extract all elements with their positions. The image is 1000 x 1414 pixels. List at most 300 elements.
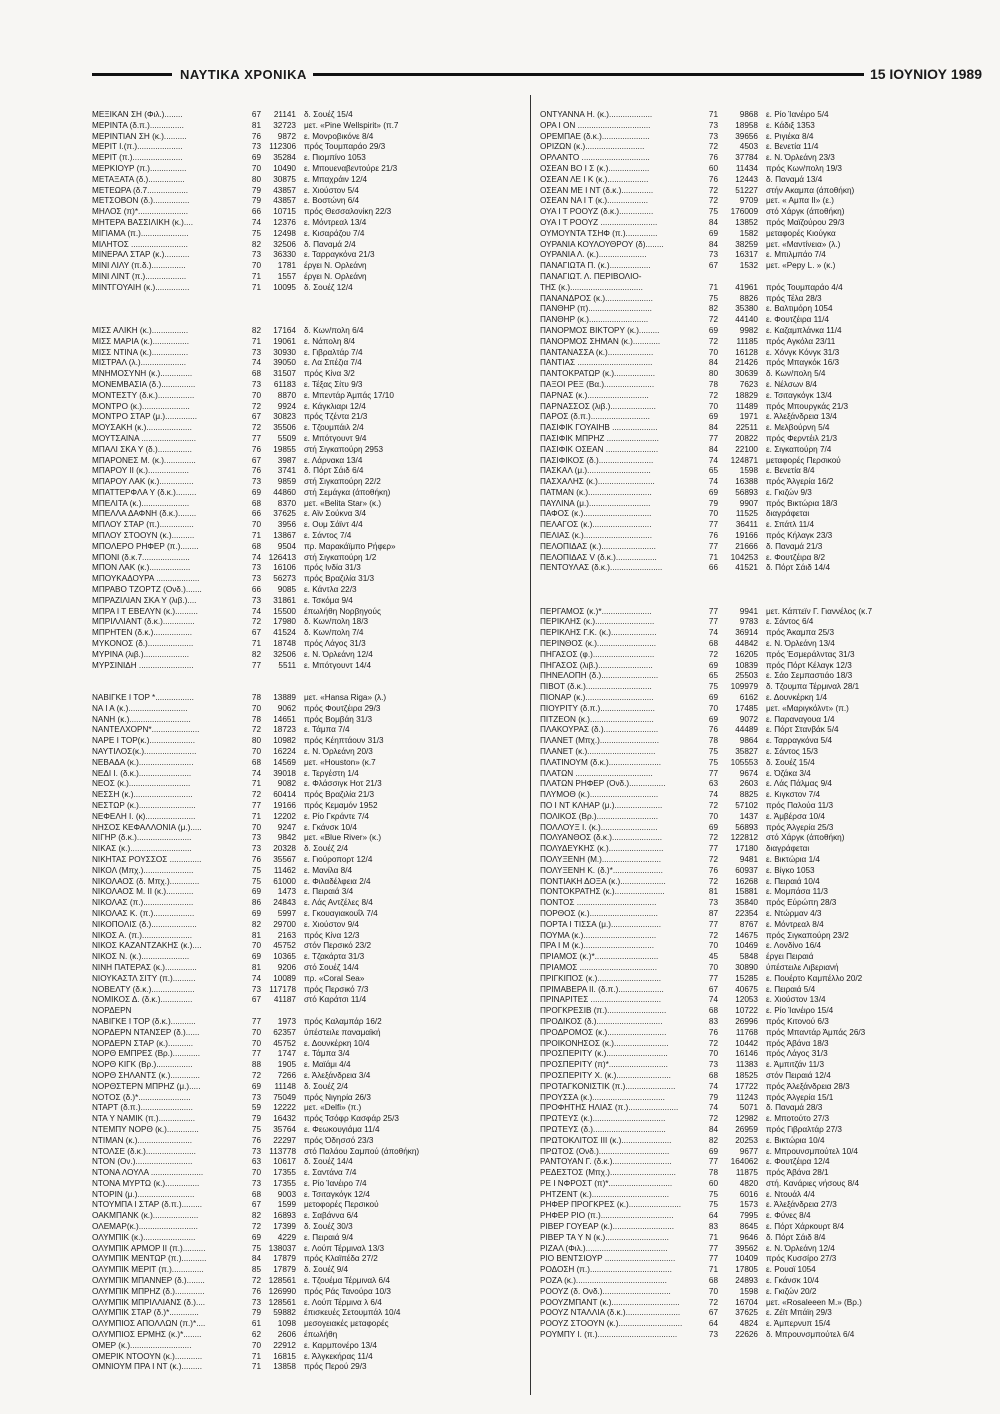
ship-row xyxy=(540,1222,985,1233)
ship-position: ε. Πόρτ Στανβάκ 5/4 xyxy=(766,725,839,735)
build-year: 80 xyxy=(251,736,261,746)
ship-row xyxy=(92,110,517,121)
ship-name: ΟΜΕΡ (κ.)........................... xyxy=(92,1340,192,1350)
build-year: 70 xyxy=(708,941,718,951)
ship-position: δ. Πόρτ Σάιδ 6/4 xyxy=(304,466,364,476)
ship-name: ΝΤΟΥΜΠΑ Ι ΣΤΑΡ (δ.π.)......... xyxy=(92,1200,203,1210)
ship-name: ΠΟΛΙΚΟΣ (Βρ.)........................... xyxy=(540,811,659,821)
tonnage: 16317 xyxy=(735,250,758,260)
tonnage: 10982 xyxy=(273,736,296,746)
ship-position: ε. Βαλτιμόρη 1054 xyxy=(766,304,833,314)
ship-row xyxy=(92,412,517,423)
ship-row xyxy=(92,1211,517,1222)
build-year: 60 xyxy=(708,1178,718,1188)
ship-row xyxy=(92,715,517,726)
build-year: 78 xyxy=(708,736,718,746)
build-year: 71 xyxy=(251,639,261,649)
ship-row xyxy=(92,369,517,380)
ship-name: ΠΙΟΝΑΡ (κ.).............................. xyxy=(540,693,654,703)
ship-position: ε. Τζουμπάιλ 2/4 xyxy=(304,423,364,433)
ship-row xyxy=(92,1082,517,1093)
build-year: 79 xyxy=(251,1114,261,1124)
ship-name: ΝΙΓΗΡ (δ.κ.)........................ xyxy=(92,833,192,843)
tonnage: 17399 xyxy=(273,1222,296,1232)
tonnage: 10469 xyxy=(735,941,758,951)
ship-position: ε. Φουτζέιρα 12/4 xyxy=(766,1157,830,1167)
build-year: 82 xyxy=(708,304,718,314)
tonnage: 30875 xyxy=(273,174,296,184)
ship-row xyxy=(540,693,985,704)
ship-position: πρός Άβάνα 28/1 xyxy=(766,1168,829,1178)
ship-row xyxy=(540,1082,985,1093)
ship-row xyxy=(92,1157,517,1168)
build-year: 82 xyxy=(251,919,261,929)
ship-name: ΠΑΤΜΑΝ (κ.)............................ xyxy=(540,487,652,497)
ship-row xyxy=(540,509,985,520)
ship-position: πρός Παλούα 11/3 xyxy=(766,801,834,810)
build-year: 84 xyxy=(708,1124,718,1134)
build-year: 72 xyxy=(708,1297,718,1307)
ship-row xyxy=(92,1254,517,1265)
tonnage: 1905 xyxy=(277,1060,296,1070)
ship-position: δ. Τζουμπα Τέρμιναλ 28/1 xyxy=(766,682,860,692)
ship-name: ΝΟΡΘΣΤΕΡΝ ΜΠΡΗΖ (μ.)..... xyxy=(92,1081,201,1091)
ship-name: ΜΠΑΡΟΝΕΣ Μ. (κ.).............. xyxy=(92,455,196,465)
ship-position: στή. Κανάριες νήσους 8/4 xyxy=(766,1178,859,1188)
build-year: 76 xyxy=(708,1027,718,1037)
tonnage: 1598 xyxy=(739,466,758,476)
ship-position: στόν Περσικό 23/2 xyxy=(304,941,372,951)
build-year: 73 xyxy=(251,1146,261,1156)
ship-name: ΝΙΚΗΤΑΣ ΡΟΥΣΣΟΣ .............. xyxy=(92,854,202,864)
ship-position: δ. Σουέζ 2/4 xyxy=(304,844,349,854)
ship-name: ΝΙΚΟΛΑΟΣ Μ. ΙΙ (κ.)............ xyxy=(92,887,194,897)
build-year: 74 xyxy=(708,628,718,638)
tonnage: 1098 xyxy=(277,1319,296,1329)
ship-position: ε. Ριγιέκα 8/4 xyxy=(766,131,814,141)
ship-name: ΝΙΚΟΛ (Μπχ.)...................... xyxy=(92,865,194,875)
tonnage: 43857 xyxy=(273,196,296,206)
ship-name: ΠΡΙΑΜΟΣ .................................. xyxy=(540,962,657,972)
build-year: 77 xyxy=(251,1049,261,1059)
ship-row xyxy=(540,758,985,769)
tonnage: 9864 xyxy=(739,736,758,746)
tonnage: 1598 xyxy=(739,1286,758,1296)
tonnage: 138037 xyxy=(268,1243,296,1253)
build-year: 75 xyxy=(708,757,718,767)
page-header xyxy=(92,64,982,84)
build-year: 73 xyxy=(251,1178,261,1188)
ship-row xyxy=(540,715,985,726)
ship-name: ΡΟΖΑ (κ.)........................................ xyxy=(540,1276,667,1286)
build-year: 72 xyxy=(708,854,718,864)
ship-row xyxy=(540,855,985,866)
ship-name: ΝΑΥΤΙΛΟΣ(κ.)....................... xyxy=(92,747,197,757)
ship-row xyxy=(540,1060,985,1071)
ship-row xyxy=(540,995,985,1006)
ship-position: ε. Γκιζών 20/2 xyxy=(766,1286,817,1296)
ship-name: ΠΟΡΘΟΣ (κ.).............................. xyxy=(540,908,658,918)
tonnage: 1582 xyxy=(739,228,758,238)
tonnage: 13867 xyxy=(273,531,296,541)
ship-row xyxy=(92,866,517,877)
tonnage: 5071 xyxy=(739,1103,758,1113)
ship-row xyxy=(540,175,985,186)
build-year xyxy=(690,272,718,283)
build-year: 73 xyxy=(251,477,261,487)
ship-name: ΝΙΚΟΛΑΟΣ (δ. Μπχ.)............. xyxy=(92,876,200,886)
ship-position: ε. Ζέϊτ Μπάϊη 29/3 xyxy=(766,1308,832,1318)
ship-row xyxy=(92,1060,517,1071)
build-year: 65 xyxy=(708,466,718,476)
ship-row xyxy=(92,1341,517,1352)
tonnage: 10365 xyxy=(273,952,296,962)
ship-row xyxy=(540,218,985,229)
ship-position: ε. Φεωκουγιάμα 11/4 xyxy=(304,1124,380,1134)
ship-row xyxy=(540,142,985,153)
header-rule xyxy=(313,73,864,76)
tonnage: 176009 xyxy=(730,207,758,217)
ship-position: μετ. «Houston» (κ.7 xyxy=(304,757,376,767)
ship-row xyxy=(92,445,517,456)
ship-row xyxy=(92,456,517,467)
build-year: 68 xyxy=(251,757,261,767)
ship-position: ε. Τζακάρτα 31/3 xyxy=(304,952,365,962)
ship-row xyxy=(540,650,985,661)
build-year: 72 xyxy=(708,185,718,195)
ship-position: ε. Όζάκα 3/4 xyxy=(766,768,811,778)
ship-row xyxy=(92,1298,517,1309)
ship-row xyxy=(540,1114,985,1125)
build-year: 74 xyxy=(708,477,718,487)
tonnage: 12982 xyxy=(735,1114,758,1124)
tonnage: 16815 xyxy=(273,1351,296,1361)
ship-row xyxy=(92,801,517,812)
tonnage: 22354 xyxy=(735,908,758,918)
ship-row xyxy=(92,337,517,348)
ship-name: ΠΟΝΤΟΚΡΑΤΗΣ (κ.)...................... xyxy=(540,887,665,897)
ship-name: ΠΡΟΔΡΟΜΟΣ (κ.).......................... xyxy=(540,1027,667,1037)
ship-position: ε. Παραναγουα 1/4 xyxy=(766,714,835,724)
ship-row xyxy=(92,261,517,272)
tonnage: 11383 xyxy=(735,1060,758,1070)
ship-position: μετ. «Rosaleeen Μ.» (Βρ.) xyxy=(766,1297,862,1307)
ship-row xyxy=(540,164,985,175)
build-year: 77 xyxy=(708,1254,718,1264)
ship-name: ΟΡΙΖΩΝ (κ.).......................... xyxy=(540,142,645,152)
build-year: 72 xyxy=(708,1038,718,1048)
ship-position: ε. Ρίο Ίανέιρο 7/4 xyxy=(304,1178,367,1188)
ship-name: ΟΑΚΜΠΑΝΚ (κ.).................... xyxy=(92,1211,199,1221)
ship-name: ΝΟΡΔΕΡΝ ΝΤΑΝΣΕΡ (δ.)...... xyxy=(92,1027,200,1037)
ship-row xyxy=(92,466,517,477)
ship-name: ΡΟΔΟΣΗ (π.).................................... xyxy=(540,1265,672,1275)
ship-name: ΠΑΝΤΙΑΣ ................................. xyxy=(540,358,653,368)
ship-row xyxy=(540,887,985,898)
tonnage: 3741 xyxy=(277,466,296,476)
ship-position: μετ. «Μαντίνεια» (λ.) xyxy=(766,239,841,249)
build-year: 64 xyxy=(708,1319,718,1329)
ship-row xyxy=(540,531,985,542)
build-year: 73 xyxy=(708,1060,718,1070)
ship-position: ε. Κισαράζου 7/4 xyxy=(304,228,365,238)
build-year: 73 xyxy=(251,250,261,260)
ship-position: ε. Γιούροπορτ 12/4 xyxy=(304,854,373,864)
ship-row xyxy=(540,369,985,380)
ship-row xyxy=(92,542,517,553)
ship-name: ΡΑΝΤΟΥΑΝ Γ. (δ.κ.).......................... xyxy=(540,1157,672,1167)
ship-position: ε. Μαϊάμι 4/4 xyxy=(304,1060,351,1070)
build-year: 66 xyxy=(708,563,718,573)
ship-name: ΝΤΟΡΙΝ (μ.)......................... xyxy=(92,1189,195,1199)
ship-position: ε. Κάγκλιαρι 12/4 xyxy=(304,401,366,411)
ship-row xyxy=(540,229,985,240)
ship-position: ε. Φιλαδέλφεια 2/4 xyxy=(304,876,371,886)
ship-row xyxy=(540,1276,985,1287)
ship-position: ε. Χιούστον 9/4 xyxy=(304,919,359,929)
ship-row xyxy=(540,272,985,283)
ship-name: ΝΕΒΑΔΑ (κ.)........................ xyxy=(92,757,194,767)
ship-position: ε. Ν. Όρλεάνη 23/3 xyxy=(766,153,835,163)
ship-name: ΠΑΝΘΗΡ (π)............................ xyxy=(540,304,652,314)
ship-position: ε. Λάς Πάλμας 9/4 xyxy=(766,779,832,789)
tonnage: 9504 xyxy=(277,541,296,551)
ship-row xyxy=(540,412,985,423)
build-year: 84 xyxy=(708,423,718,433)
tonnage: 117178 xyxy=(269,984,296,994)
ship-name: ΟΜΝΙΟΥΜ ΠΡΑ Ι ΝΤ (κ.)......... xyxy=(92,1362,202,1372)
ship-position: πρός Κεμαμόν 1952 xyxy=(304,801,378,810)
tonnage: 109979 xyxy=(730,682,758,692)
build-year: 73 xyxy=(251,984,261,994)
ship-position: ε. Μελβούρνη 5/4 xyxy=(766,423,830,433)
ship-row xyxy=(540,941,985,952)
ship-position: ε. Μανίλα 8/4 xyxy=(304,865,353,875)
ship-row xyxy=(540,499,985,510)
ship-name: ΠΕΡΙΚΛΗΣ Γ.Κ. (κ.).................... xyxy=(540,628,657,638)
ship-row xyxy=(540,1039,985,1050)
ship-row xyxy=(540,1265,985,1276)
ship-name: ΝΟΜΙΚΟΣ Δ. (δ.κ.).............. xyxy=(92,995,193,1005)
build-year: 70 xyxy=(251,703,261,713)
ship-position: πρός Όδησσό 23/3 xyxy=(304,1135,374,1145)
ship-row xyxy=(540,628,985,639)
ship-name: ΝΑΝΤΕΛΧΟΡΝ*..................... xyxy=(92,725,200,735)
ship-row xyxy=(92,725,517,736)
ship-row xyxy=(92,358,517,369)
ship-name: ΝΑΒΙΓΚΕ Ι ΤΟΡ (δ.κ.)........... xyxy=(92,1016,196,1026)
ship-row xyxy=(92,186,517,197)
ship-name: ΠΕΛΑΓΟΣ (κ.).......................... xyxy=(540,520,652,530)
tonnage: 30930 xyxy=(273,347,296,357)
build-year: 70 xyxy=(251,1027,261,1037)
ship-position: πρός Φουτζέιρα 29/3 xyxy=(304,703,381,713)
ship-position: έπωλήθη Νορβηγούς xyxy=(304,606,381,616)
ship-position: πρ. Μαρακάϊμπο Ρήφερ» xyxy=(304,541,396,551)
build-year: 80 xyxy=(708,369,718,379)
tonnage: 122812 xyxy=(730,833,758,843)
ship-row xyxy=(540,736,985,747)
ship-name: ΜΙΝΙ ΛΙΝΤ (π.).................. xyxy=(92,271,187,281)
build-year: 84 xyxy=(251,1254,261,1264)
ship-name: ΝΙΚΟΠΟΛΙΣ (δ.).................... xyxy=(92,919,197,929)
ship-row xyxy=(92,574,517,585)
build-year: 72 xyxy=(708,801,718,810)
tonnage: 10089 xyxy=(273,973,296,983)
ship-position: ε. Δουνκέρκη 10/4 xyxy=(304,1038,370,1048)
tonnage: 13889 xyxy=(273,693,296,703)
ship-name: ΠΡΟΓΚΡΕΣΙΒ (π.).......................... xyxy=(540,1006,667,1016)
ship-name: ΝΟΡΘ ΣΗΛΑΝΤΣ (κ.)............. xyxy=(92,1070,200,1080)
ship-row xyxy=(92,326,517,337)
build-year: 84 xyxy=(708,217,718,227)
ship-position: έργει Ν. Ορλεάνη xyxy=(304,271,367,281)
build-year: 70 xyxy=(708,811,718,821)
ship-name: ΜΟΝΤΡΟ ΣΤΑΡ (μ.).............. xyxy=(92,412,198,422)
ship-row xyxy=(92,132,517,143)
tonnage: 8645 xyxy=(739,1222,758,1232)
build-year: 67 xyxy=(708,1308,718,1318)
ship-row xyxy=(92,833,517,844)
tonnage: 75049 xyxy=(273,1092,296,1102)
ship-position: ε. Σιγκαπούρη 7/4 xyxy=(766,444,832,454)
ship-position: ε. Τσκόμα 9/4 xyxy=(304,595,353,605)
ship-row xyxy=(92,1244,517,1255)
build-year: 83 xyxy=(708,1016,718,1026)
ship-position: ε. Καζαμπλάνκα 11/4 xyxy=(766,325,842,335)
tonnage: 9072 xyxy=(739,714,758,724)
ship-position: πρός Νιγηρία 26/3 xyxy=(304,1092,371,1102)
ship-row xyxy=(92,1330,517,1341)
ship-row xyxy=(540,1017,985,1028)
build-year: 45 xyxy=(708,952,718,962)
ship-position: ε. Μόντρεαλ 8/4 xyxy=(766,919,824,929)
ship-name: ΜΥΡΣΙΝΙΔΗ ........................ xyxy=(92,660,194,670)
tonnage: 25503 xyxy=(735,671,758,681)
ship-row xyxy=(540,1028,985,1039)
ship-position: ε. Μπαχράιν 12/4 xyxy=(304,174,368,184)
ship-position: στήν Ακαμπα (άποθήκη) xyxy=(766,185,855,195)
build-year: 74 xyxy=(251,973,261,983)
ship-name: ΠΛΑΝΕΤ (Μπχ.).......................... xyxy=(540,736,659,746)
tonnage: 35827 xyxy=(735,747,758,757)
tonnage: 4503 xyxy=(739,142,758,152)
ship-row xyxy=(92,985,517,996)
build-year: 73 xyxy=(251,574,261,584)
build-year: 69 xyxy=(251,153,261,163)
ship-row xyxy=(92,1168,517,1179)
ship-row xyxy=(540,1244,985,1255)
ship-name: ΜΙΝΙ ΛΙΛΥ (π.δ.)............... xyxy=(92,261,186,271)
tonnage: 16893 xyxy=(273,1211,296,1221)
tonnage: 57102 xyxy=(735,801,758,810)
tonnage: 12053 xyxy=(735,995,758,1005)
ship-name: ΠΑΣΙΦΙΚΟΣ (δ.)........................ xyxy=(540,455,654,465)
build-year: 67 xyxy=(708,984,718,994)
ship-position: πρός Τουμπαράο 29/3 xyxy=(304,142,386,152)
ship-name: ΠΛΑΤΩΝ ΡΗΦΕΡ (Ονδ.)................ xyxy=(540,779,666,789)
tonnage: 10442 xyxy=(735,1038,758,1048)
tonnage: 51227 xyxy=(735,185,758,195)
ship-position: ε. Βενετία 11/4 xyxy=(766,142,819,152)
ship-row xyxy=(540,445,985,456)
ship-position: ε. Ουμ Σάϊντ 4/4 xyxy=(304,520,363,530)
ship-position: ε. Ν. Όρλεάνη 20/3 xyxy=(304,747,373,757)
ship-name: ΜΙΝΕΡΑΛ ΣΤΑΡ (κ.)........... xyxy=(92,250,190,260)
tonnage: 44842 xyxy=(735,639,758,649)
build-year: 70 xyxy=(251,1340,261,1350)
ship-name: ΠΡΟΤΑΓΚΟΝΙΣΤΙΚ (π.)...................... xyxy=(540,1081,676,1091)
build-year: 68 xyxy=(251,498,261,508)
ship-name: ΟΣΕΑΝ ΒΟ Ι Σ (κ.).................. xyxy=(540,163,650,173)
ship-row xyxy=(540,337,985,348)
build-year: 74 xyxy=(251,552,261,562)
ship-name: ΜΕΡΚΙΟΥΡ (π.)................ xyxy=(92,163,187,173)
tonnage: 1557 xyxy=(277,271,296,281)
ship-position: ε. Ντώρμαν 4/3 xyxy=(766,908,822,918)
ship-row xyxy=(540,326,985,337)
tonnage: 56893 xyxy=(735,822,758,832)
build-year: 70 xyxy=(708,347,718,357)
ship-name: ΜΠΡΑΒΟ ΤΖΟΡΤΖ (Ονδ.)....... xyxy=(92,585,202,595)
tonnage: 62357 xyxy=(273,1027,296,1037)
ship-position: πρός Λάγος 31/3 xyxy=(304,639,366,649)
build-year: 77 xyxy=(708,541,718,551)
ship-position: ε. Πουέρτο Καμπέλλο 20/2 xyxy=(766,973,863,983)
tonnage: 40675 xyxy=(735,984,758,994)
build-year: 74 xyxy=(251,768,261,778)
ship-name: ΠΡΑ Ι Μ (κ.)............................... xyxy=(540,941,655,951)
ship-name: ΟΥΡΑΝΙΑ ΚΟΥΛΟΥΘΡΟΥ (δ)........ xyxy=(540,239,664,249)
ship-position: ε. Πειραιά 9/4 xyxy=(304,1232,354,1242)
tonnage: 10715 xyxy=(273,207,296,217)
tonnage: 10617 xyxy=(273,1157,296,1167)
ship-row xyxy=(92,607,517,618)
tonnage: 4820 xyxy=(739,1178,758,1188)
ship-name: ΟΥΡΑΝΙΑ Λ. (κ.)..................... xyxy=(540,250,647,260)
tonnage: 9206 xyxy=(277,962,296,972)
ship-position: ε. Μποτούτο 27/3 xyxy=(766,1114,830,1124)
tonnage: 26959 xyxy=(735,1124,758,1134)
tonnage: 7266 xyxy=(277,1070,296,1080)
ship-position: ε. Γκάνσκ 10/4 xyxy=(766,1276,819,1286)
ship-name: ΠΡΩΤΟΣ (Ονδ.)............................... xyxy=(540,1146,670,1156)
ship-name: ΠΡΩΤΟΚΛΙΤΟΣ ΙΙΙ (κ.)...................... xyxy=(540,1135,672,1145)
build-year: 71 xyxy=(251,336,261,346)
ship-position: ε. Τάμπα 3/4 xyxy=(304,1049,350,1059)
ship-row xyxy=(92,995,517,1006)
ship-name: ΡΙΒΕΡ ΓΟΥΕΑΡ (κ.)........................... xyxy=(540,1222,675,1232)
ship-position: μετ. Κάπτεϊν Γ. Γιαννέλος (κ.7 xyxy=(766,606,873,616)
tonnage: 56893 xyxy=(735,487,758,497)
tonnage: 1781 xyxy=(277,261,296,271)
ship-name: ΝΕΔΙ Ι. (δ.κ.)....................... xyxy=(92,768,192,778)
build-year: 74 xyxy=(708,1081,718,1091)
tonnage: 16388 xyxy=(735,477,758,487)
ship-row xyxy=(540,833,985,844)
ship-row xyxy=(540,1136,985,1147)
ship-row xyxy=(540,909,985,920)
tonnage: 44140 xyxy=(735,315,758,325)
ship-name: ΡΗΦΕΡ ΡΙΟ (π.)................................ xyxy=(540,1211,674,1221)
ship-position: ε. Μπότγουντ 14/4 xyxy=(304,660,372,670)
tonnage: 43857 xyxy=(273,185,296,195)
ship-row xyxy=(92,920,517,931)
build-year: 73 xyxy=(251,844,261,854)
ship-name: ΠΑΝΤΑΝΑΣΣΑ (κ.).................... xyxy=(540,347,654,357)
tonnage: 9941 xyxy=(739,606,758,616)
build-year: 68 xyxy=(251,541,261,551)
